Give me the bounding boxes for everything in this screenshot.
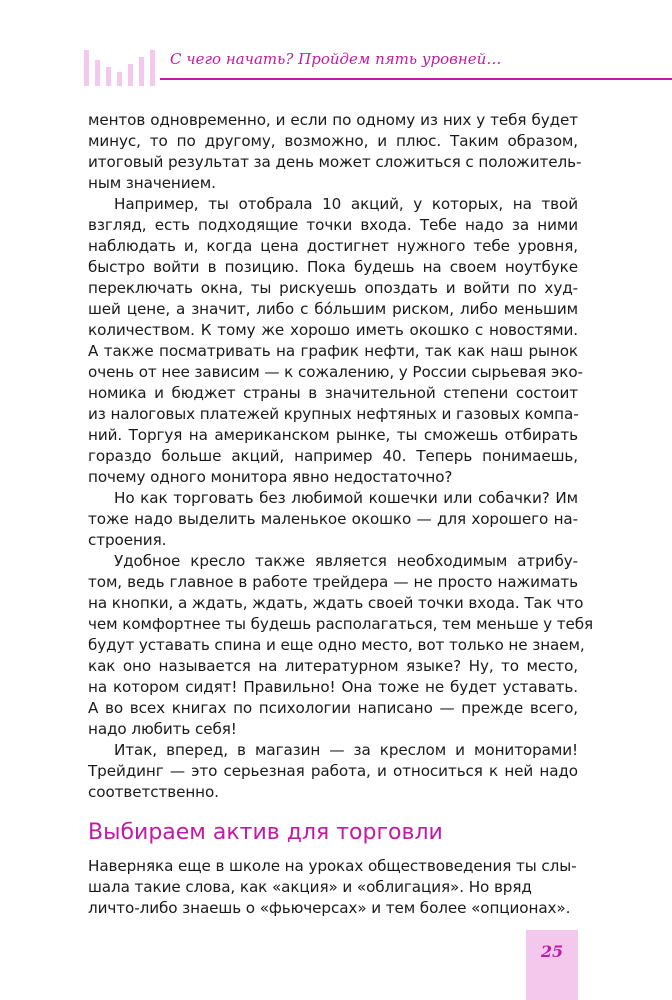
text-line: том, ведь главное в работе трейдера — не просто нажимать xyxy=(88,573,578,591)
header-decoration-bars xyxy=(84,38,160,86)
header-bar xyxy=(139,57,144,86)
page-number: 25 xyxy=(540,942,564,961)
header-bar xyxy=(128,64,133,86)
text-line: Трейдинг — это серьезная работа, и относиться к ней надо xyxy=(88,762,578,780)
text-line: соответственно. xyxy=(88,783,219,801)
text-line: итоговый результат за день может сложиться с положитель- xyxy=(88,153,582,171)
text-line: шала такие слова, как «акция» и «облигация». Но вряд ли xyxy=(88,878,532,917)
section-heading: Выбираем актив для торговли xyxy=(88,820,443,845)
text-line: Удобное кресло также является необходимым атрибу- xyxy=(114,552,578,570)
text-line: строения. xyxy=(88,531,167,549)
text-line: ний. Торгуя на американском рынке, ты сможешь отбирать xyxy=(88,426,578,444)
text-line: Но как торговать без любимой кошечки или собачки? Им xyxy=(114,489,578,507)
text-line: тоже надо выделить маленькое окошко — для хорошего на- xyxy=(88,510,578,528)
text-line: как оно называется на литературном языке? Ну, то место, xyxy=(88,657,578,675)
text-line: количеством. К тому же хорошо иметь окошко с новостями. xyxy=(88,321,578,339)
text-line: ным значением. xyxy=(88,174,216,192)
paragraph xyxy=(88,488,578,551)
text-line: Например, ты отобрала 10 акций, у которых, на твой xyxy=(114,195,578,213)
paragraph xyxy=(88,110,582,194)
text-line: номика и бюджет страны в значительной степени состоит xyxy=(88,384,578,402)
paragraph xyxy=(88,551,594,740)
text-line: очень от нее зависим — к сожалению, у России сырьевая эко- xyxy=(88,363,583,381)
text-line: А также посматривать на график нефти, так как наш рынок xyxy=(88,342,578,360)
body-text xyxy=(88,110,594,803)
section-text xyxy=(88,856,578,919)
text-line: минус, то по другому, возможно, и плюс. Таким образом, xyxy=(88,132,578,150)
text-line: взгляд, есть подходящие точки входа. Тебе надо за ними xyxy=(88,216,578,234)
running-header-title: С чего начать? Пройдем пять уровней… xyxy=(170,50,502,68)
text-line: шей цене, а значит, либо с бóльшим риском, либо меньшим xyxy=(88,300,578,318)
header-bar xyxy=(95,60,100,86)
text-line: на котором сидят! Правильно! Она тоже не будет уставать. xyxy=(88,678,578,696)
text-line: надо любить себя! xyxy=(88,720,237,738)
text-line: Итак, вперед, в магазин — за креслом и мониторами! xyxy=(114,741,578,759)
header-bar xyxy=(117,72,122,86)
text-line: быстро войти в позицию. Пока будешь на своем ноутбуке xyxy=(88,258,578,276)
text-line: почему одного монитора явно недостаточно? xyxy=(88,468,453,486)
text-line: переключать окна, ты рискуешь опоздать и войти по худ- xyxy=(88,279,578,297)
text-line: что-либо знаешь о «фьючерсах» и тем более «опционах». xyxy=(107,899,571,917)
header-bar xyxy=(106,67,111,86)
text-line: будут уставать спина и еще одно место, вот только не знаем, xyxy=(88,636,585,654)
page-number-box xyxy=(526,930,578,1000)
paragraph xyxy=(88,740,578,803)
text-line: ментов одновременно, и если по одному из них у тебя будет xyxy=(88,111,578,129)
header-bar xyxy=(150,50,155,86)
text-line: наблюдать и, когда цена достигнет нужного тебе уровня, xyxy=(88,237,578,255)
header-rule xyxy=(160,78,672,80)
text-line: из налоговых платежей крупных нефтяных и газовых компа- xyxy=(88,405,579,423)
paragraph xyxy=(88,194,583,488)
text-line: А во всех книгах по психологии написано — прежде всего, xyxy=(88,699,578,717)
text-line: Наверняка еще в школе на уроках обществоведения ты слы- xyxy=(88,857,577,875)
text-line: чем комфортнее ты будешь располагаться, тем меньше у тебя xyxy=(88,615,594,633)
text-line: гораздо больше акций, например 40. Теперь понимаешь, xyxy=(88,447,578,465)
header-bar xyxy=(84,50,89,86)
text-line: на кнопки, а ждать, ждать, ждать своей точки входа. Так что xyxy=(88,594,584,612)
